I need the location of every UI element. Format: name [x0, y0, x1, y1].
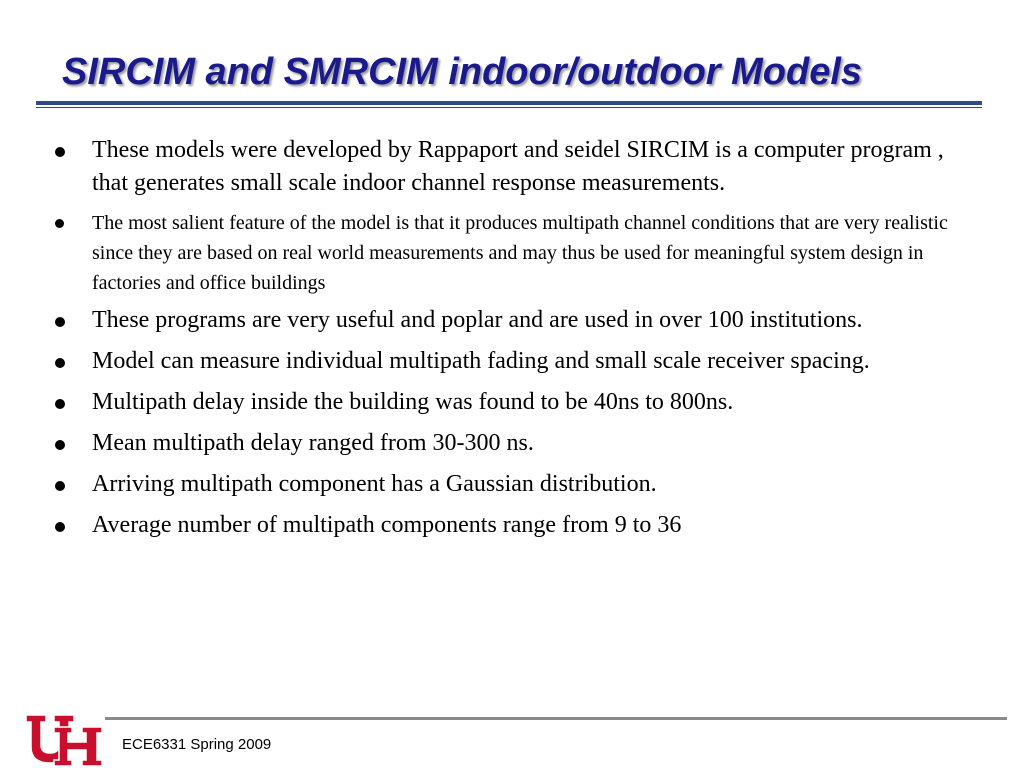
uh-logo-icon	[24, 713, 104, 768]
bullet-item	[52, 134, 977, 200]
footer-course-label: ECE6331 Spring 2009	[122, 736, 272, 753]
bullet-dot-icon	[55, 358, 65, 368]
bullet-dot-icon	[55, 147, 65, 157]
bullet-text: Model can measure individual multipath fading and small scale receiver spacing.	[92, 348, 870, 374]
bullet-item	[52, 427, 977, 460]
bullet-list	[52, 134, 977, 550]
bullet-text: The most salient feature of the model is that it produces multipath channel conditions that are very realistic since they are based on real world measurements and may thus be used for meaningful system design in factories and office buildings	[92, 212, 948, 294]
bullet-item	[52, 468, 977, 501]
bullet-item	[52, 208, 977, 298]
bullet-text: Arriving multipath component has a Gaussian distribution.	[92, 471, 657, 497]
bullet-text: Mean multipath delay ranged from 30-300 ns.	[92, 430, 534, 456]
bullet-item	[52, 386, 977, 419]
bullet-text: Average number of multipath components range from 9 to 36	[92, 512, 682, 538]
footer-divider	[105, 717, 1007, 720]
bullet-item	[52, 345, 977, 378]
bullet-dot-icon	[55, 399, 65, 409]
bullet-dot-icon	[55, 522, 65, 532]
bullet-dot-icon	[55, 219, 64, 228]
bullet-dot-icon	[55, 317, 65, 327]
bullet-text: Multipath delay inside the building was found to be 40ns to 800ns.	[92, 389, 734, 415]
title-divider	[36, 101, 982, 105]
bullet-item	[52, 304, 977, 337]
slide-title: SIRCIM and SMRCIM indoor/outdoor Models	[62, 51, 863, 93]
title-divider-thin	[36, 107, 982, 108]
bullet-item	[52, 509, 977, 542]
bullet-dot-icon	[55, 481, 65, 491]
bullet-text: These models were developed by Rappaport and seidel SIRCIM is a computer program , that generates small scale indoor channel response measurements.	[92, 137, 944, 196]
bullet-dot-icon	[55, 440, 65, 450]
bullet-text: These programs are very useful and poplar and are used in over 100 institutions.	[92, 307, 863, 333]
